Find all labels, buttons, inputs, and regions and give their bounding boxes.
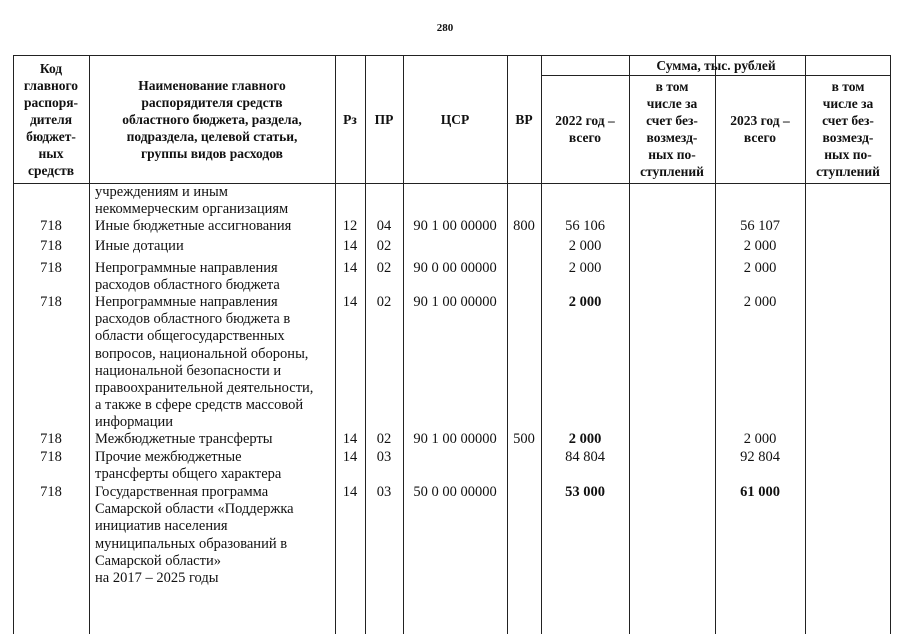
header-vr: ВР xyxy=(515,111,533,127)
cell-name: Непрограммные направления расходов областного бюджета xyxy=(95,260,280,294)
cell-sum-2023: 61 000 xyxy=(740,484,780,500)
header-rz: Рз xyxy=(343,111,357,127)
cell-rz: 14 xyxy=(342,484,358,500)
header-2023-free: в том числе за счет без- возмезд- ных по- ступлений xyxy=(816,79,880,179)
cell-name: Иные бюджетные ассигнования xyxy=(95,218,292,234)
cell-pr: 04 xyxy=(376,218,392,234)
cell-pr: 03 xyxy=(376,484,392,500)
cell-sum-2022: 2 000 xyxy=(568,294,602,310)
cell-pr: 02 xyxy=(376,238,392,254)
header-name: Наименование главного распорядителя средств областного бюджета, раздела, подраздела, целевой статьи, группы видов расходов xyxy=(122,77,302,161)
cell-sum-2023: 2 000 xyxy=(743,238,777,254)
cell-csr: 50 0 00 00000 xyxy=(413,484,497,500)
cell-sum-2022: 53 000 xyxy=(565,484,605,500)
cell-sum-2023: 56 107 xyxy=(740,218,780,234)
cell-code: 718 xyxy=(40,238,62,254)
cell-pr: 02 xyxy=(376,294,392,310)
cell-code: 718 xyxy=(40,484,62,500)
header-2022-free: в том числе за счет без- возмезд- ных по- ступлений xyxy=(640,79,704,179)
cell-pr: 03 xyxy=(376,449,392,465)
cell-sum-2022: 2 000 xyxy=(568,260,602,276)
cell-rz: 14 xyxy=(342,294,358,310)
cell-code: 718 xyxy=(40,260,62,276)
cell-name: Государственная программа Самарской области «Поддержка инициатив населения муниципальных образований в Самарской области» на 2017 – 2025 годы xyxy=(95,484,294,587)
cell-rz: 14 xyxy=(342,431,358,447)
cell-csr: 90 1 00 00000 xyxy=(413,431,497,447)
cell-sum-2022: 2 000 xyxy=(568,431,602,447)
cell-rz: 14 xyxy=(342,260,358,276)
cell-rz: 12 xyxy=(342,218,358,234)
header-code: Код главного распоря- дителя бюджет- ных средств xyxy=(23,60,79,178)
cell-code: 718 xyxy=(40,294,62,310)
header-sum-group: Сумма, тыс. рублей xyxy=(656,57,776,73)
budget-table xyxy=(13,55,891,634)
cell-rz: 14 xyxy=(342,449,358,465)
cell-csr: 90 0 00 00000 xyxy=(413,260,497,276)
cell-sum-2023: 2 000 xyxy=(743,431,777,447)
cell-name: учреждениям и иным некоммерческим организациям xyxy=(95,184,289,218)
cell-sum-2022: 2 000 xyxy=(568,238,602,254)
cell-code: 718 xyxy=(40,449,62,465)
cell-csr: 90 1 00 00000 xyxy=(413,218,497,234)
cell-vr: 800 xyxy=(513,218,535,234)
cell-rz: 14 xyxy=(342,238,358,254)
cell-sum-2023: 2 000 xyxy=(743,294,777,310)
cell-csr: 90 1 00 00000 xyxy=(413,294,497,310)
cell-sum-2023: 92 804 xyxy=(740,449,780,465)
cell-name: Иные дотации xyxy=(95,238,184,254)
cell-sum-2022: 56 106 xyxy=(565,218,605,234)
cell-sum-2023: 2 000 xyxy=(743,260,777,276)
header-2022: 2022 год – всего xyxy=(555,113,615,145)
cell-sum-2022: 84 804 xyxy=(565,449,605,465)
cell-name: Прочие межбюджетные трансферты общего характера xyxy=(95,449,282,483)
cell-name: Непрограммные направления расходов областного бюджета в области общегосударственных вопросов, национальной обороны, национальной безопасности и правоохранительной деятельности, а также в сфере средств массовой информации xyxy=(95,294,314,431)
cell-vr: 500 xyxy=(513,431,535,447)
cell-code: 718 xyxy=(40,431,62,447)
cell-code: 718 xyxy=(40,218,62,234)
page-number: 280 xyxy=(436,22,454,34)
header-pr: ПР xyxy=(374,111,394,127)
header-csr: ЦСР xyxy=(440,111,470,127)
cell-name: Межбюджетные трансферты xyxy=(95,431,273,447)
cell-pr: 02 xyxy=(376,431,392,447)
cell-pr: 02 xyxy=(376,260,392,276)
header-2023: 2023 год – всего xyxy=(730,113,790,145)
